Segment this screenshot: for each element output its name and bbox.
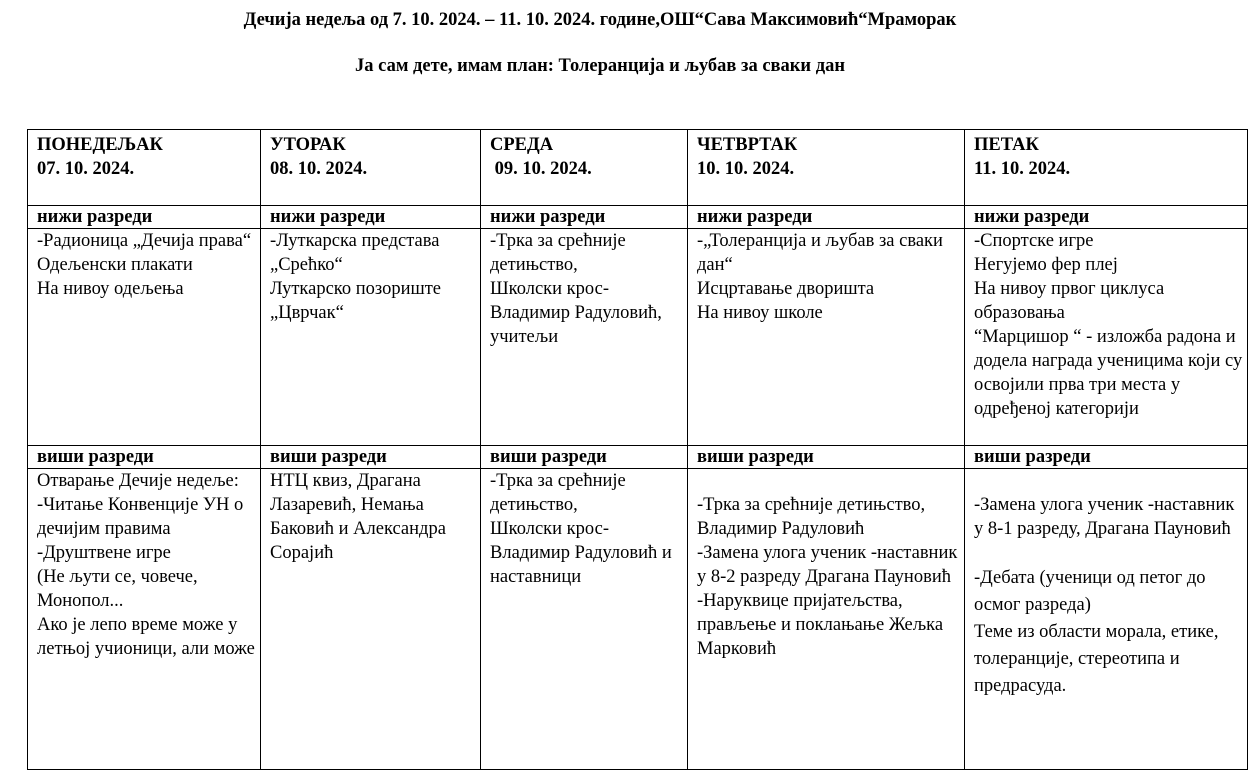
upper-activities-friday [965, 469, 1248, 770]
lower-grades-label-row [28, 206, 1248, 229]
upper-activities-wednesday: -Трка за срећније детињство, Школски крос-Владимир Радуловић и наставници [481, 469, 688, 770]
upper-activities-friday-part2: -Дебата (ученици од петог до осмог разреда) Теме из области морала, етике, толеранције, стереотипа и предрасуда. [974, 568, 1219, 696]
upper-activities-thursday-text: -Трка за срећније детињство, Владимир Радуловић -Замена улога ученик -наставник у 8-2 разреду Драгана Пауновић -Наруквице пријатељства, прављење и поклањање Жељка Марковић [697, 495, 958, 659]
table-header-row [28, 130, 1248, 206]
upper-grades-activities-row [28, 469, 1248, 770]
day-date: 08. 10. 2024. [270, 159, 368, 179]
lower-grades-activities-row [28, 229, 1248, 446]
upper-activities-thursday [688, 469, 965, 770]
document-title: Дечија недеља од 7. 10. 2024. – 11. 10. 2024. године,ОШ“Сава Максимовић“Мраморак [243, 10, 957, 30]
day-date: 09. 10. 2024. [490, 159, 592, 179]
day-header-thursday [688, 130, 965, 206]
lower-grades-label: нижи разреди [261, 206, 481, 229]
lower-grades-label: нижи разреди [28, 206, 261, 229]
document-subtitle: Ја сам дете, имам план: Толеранција и љубав за сваки дан [355, 56, 845, 76]
day-header-wednesday [481, 130, 688, 206]
lower-activities-thursday: -„Толеранција и љубав за сваки дан“ Исцртавање дворишта На нивоу школе [688, 229, 965, 446]
spacer [974, 541, 1243, 565]
day-date: 07. 10. 2024. [37, 159, 135, 179]
lower-activities-wednesday: -Трка за срећније детињство, Школски крос-Владимир Радуловић, учитељи [481, 229, 688, 446]
upper-activities-monday: Отварање Дечије недеље: -Читање Конвенције УН о дечијим правима -Друштвене игре (Не љути се, човече, Монопол... Ако је лепо време може у летњој учионици, али може [28, 469, 261, 770]
day-name: СРЕДА [490, 135, 554, 155]
lower-grades-label: нижи разреди [688, 206, 965, 229]
upper-grades-label: виши разреди [688, 446, 965, 469]
day-date: 11. 10. 2024. [974, 159, 1071, 179]
lower-grades-label: нижи разреди [965, 206, 1248, 229]
day-header-tuesday [261, 130, 481, 206]
day-header-friday [965, 130, 1248, 206]
day-date: 10. 10. 2024. [697, 159, 795, 179]
upper-grades-label: виши разреди [261, 446, 481, 469]
spacer [974, 469, 1243, 493]
upper-activities-tuesday: НТЦ квиз, Драгана Лазаревић, Немања Баковић и Александра Сорајић [261, 469, 481, 770]
upper-grades-label: виши разреди [965, 446, 1248, 469]
day-header-monday [28, 130, 261, 206]
spacer [697, 469, 960, 493]
upper-grades-label: виши разреди [28, 446, 261, 469]
upper-grades-label: виши разреди [481, 446, 688, 469]
lower-activities-monday: -Радионица „Дечија права“ Одељенски плакати На нивоу одељења [28, 229, 261, 446]
lower-activities-tuesday: -Луткарска представа „Срећко“ Луткарско позориште „Цврчак“ [261, 229, 481, 446]
day-name: ПЕТАК [974, 135, 1039, 155]
day-name: ПОНЕДЕЉАК [37, 135, 163, 155]
upper-grades-label-row [28, 446, 1248, 469]
upper-activities-friday-part1: -Замена улога ученик -наставник у 8-1 разреду, Драгана Пауновић [974, 495, 1235, 539]
day-name: УТОРАК [270, 135, 346, 155]
lower-grades-label: нижи разреди [481, 206, 688, 229]
day-name: ЧЕТВРТАК [697, 135, 798, 155]
lower-activities-friday: -Спортске игре Негујемо фер плеј На нивоу првог циклуса образовања “Марцишор “ - изложба радона и додела награда ученицима који су освојили прва три места у одређеној категорији [965, 229, 1248, 446]
schedule-table [27, 129, 1248, 770]
